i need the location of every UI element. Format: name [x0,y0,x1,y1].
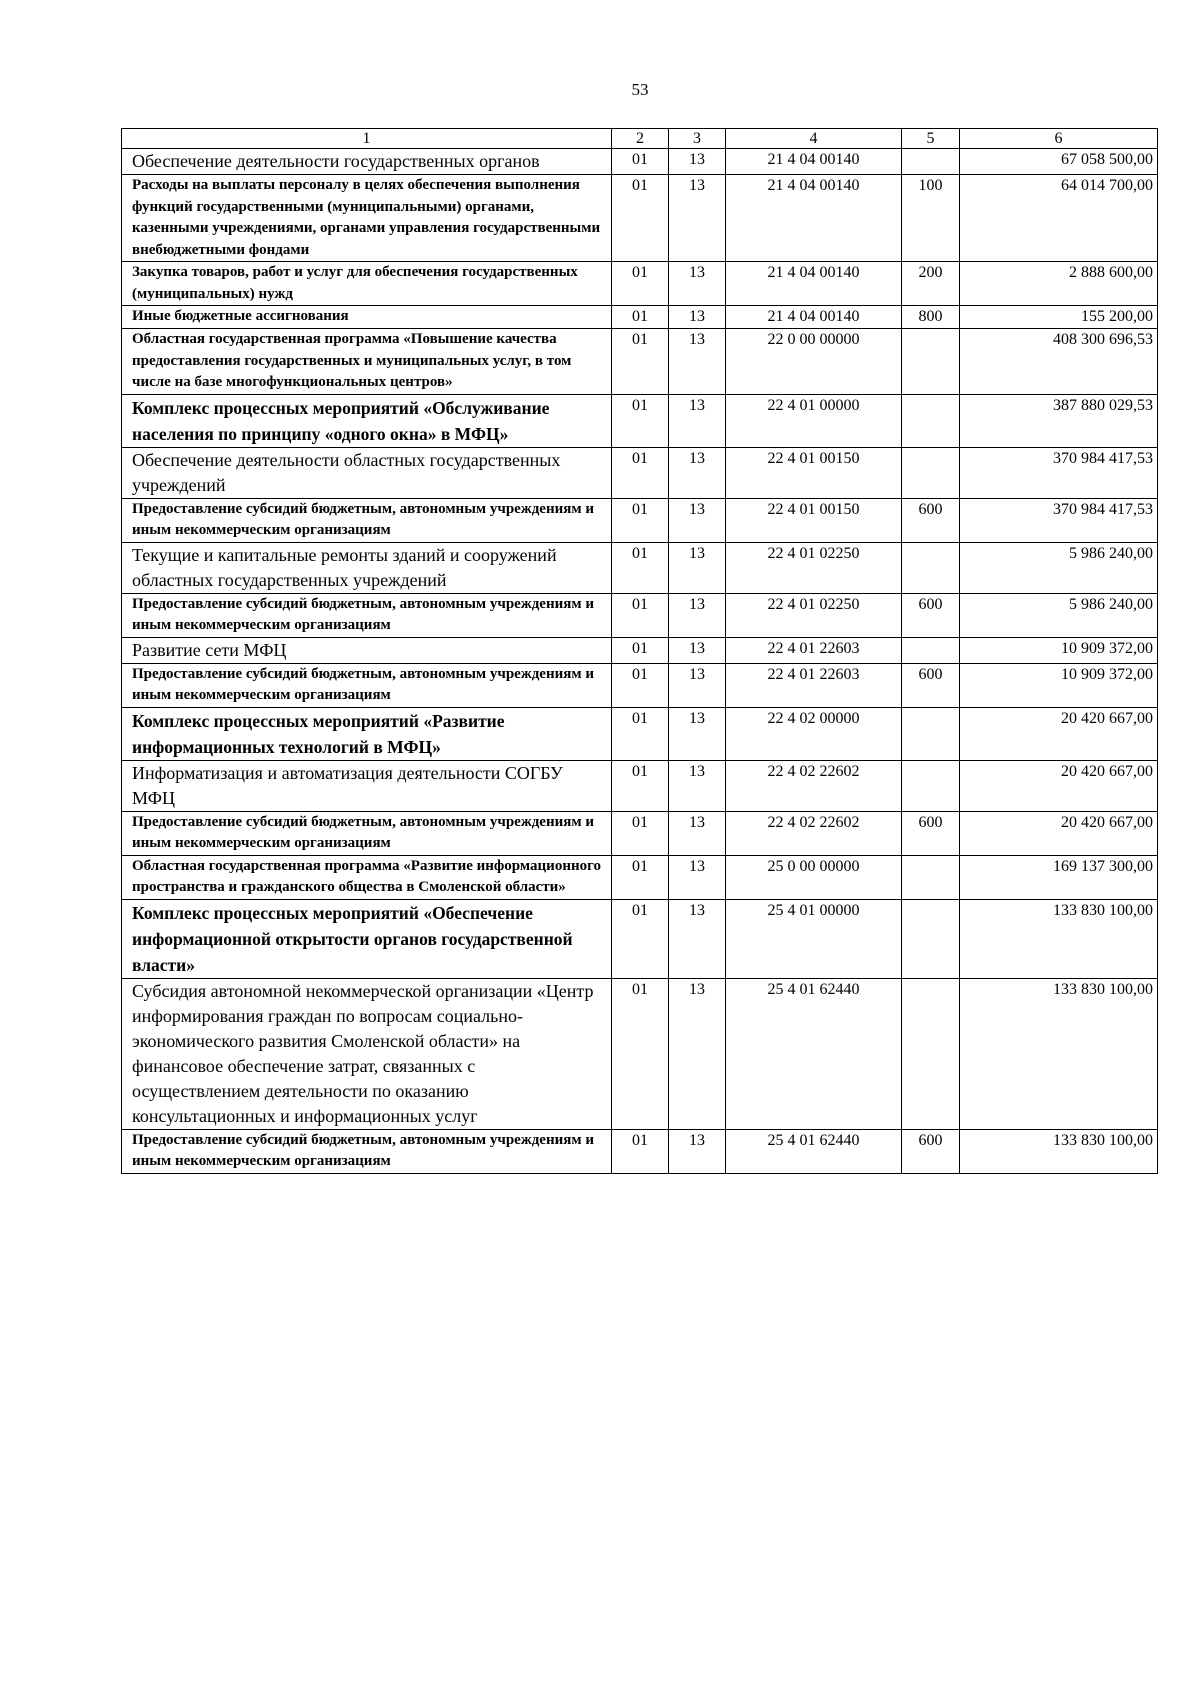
target-article-code-cell: 25 4 01 62440 [726,1129,902,1173]
expense-type-code-cell: 100 [902,175,960,262]
table-row [122,542,1158,593]
target-article-code-cell: 21 4 04 00140 [726,306,902,329]
amount-cell: 133 830 100,00 [960,1129,1158,1173]
amount-cell: 20 420 667,00 [960,707,1158,760]
table-row [122,306,1158,329]
target-article-code-cell: 22 4 01 02250 [726,542,902,593]
amount-cell: 5 986 240,00 [960,542,1158,593]
page-number: 53 [631,80,649,99]
row-name-cell: Предоставление субсидий бюджетным, автономным учреждениям и иным некоммерческим организациям [122,498,612,542]
amount-cell: 5 986 240,00 [960,593,1158,637]
row-name-cell: Расходы на выплаты персоналу в целях обеспечения выполнения функций государственными (муниципальными) органами, казенными учреждениями, органами управления государственными внебюджетными фондами [122,175,612,262]
amount-cell: 408 300 696,53 [960,329,1158,395]
header-row [122,129,1158,149]
expense-type-code-cell [902,855,960,899]
target-article-code-cell: 22 0 00 00000 [726,329,902,395]
subsection-code-cell: 13 [669,811,726,855]
row-name-cell: Информатизация и автоматизация деятельности СОГБУ МФЦ [122,760,612,811]
subsection-code-cell: 13 [669,1129,726,1173]
row-name-cell: Предоставление субсидий бюджетным, автономным учреждениям и иным некоммерческим организациям [122,811,612,855]
section-code-cell: 01 [612,663,669,707]
table-row [122,760,1158,811]
amount-cell: 133 830 100,00 [960,978,1158,1129]
table-row [122,899,1158,978]
target-article-code-cell: 22 4 01 22603 [726,637,902,663]
amount-cell: 64 014 700,00 [960,175,1158,262]
subsection-code-cell: 13 [669,663,726,707]
expense-type-code-cell [902,329,960,395]
amount-cell: 370 984 417,53 [960,498,1158,542]
header-cell-1: 1 [122,129,612,149]
section-code-cell: 01 [612,262,669,306]
row-name-cell: Развитие сети МФЦ [122,637,612,663]
target-article-code-cell: 22 4 01 02250 [726,593,902,637]
row-name-cell: Обеспечение деятельности областных государственных учреждений [122,447,612,498]
expense-type-code-cell [902,149,960,175]
row-name-cell: Субсидия автономной некоммерческой организации «Центр информирования граждан по вопросам социально-экономического развития Смоленской области» на финансовое обеспечение затрат, связанных с осуществлением деятельности по оказанию консультационных и информационных услуг [122,978,612,1129]
expense-type-code-cell [902,637,960,663]
table-row [122,978,1158,1129]
expense-type-code-cell: 600 [902,498,960,542]
table-row [122,1129,1158,1173]
subsection-code-cell: 13 [669,306,726,329]
table-row [122,262,1158,306]
section-code-cell: 01 [612,498,669,542]
subsection-code-cell: 13 [669,899,726,978]
section-code-cell: 01 [612,593,669,637]
row-name-cell: Закупка товаров, работ и услуг для обеспечения государственных (муниципальных) нужд [122,262,612,306]
section-code-cell: 01 [612,855,669,899]
target-article-code-cell: 22 4 01 00000 [726,394,902,447]
amount-cell: 387 880 029,53 [960,394,1158,447]
row-name-cell: Предоставление субсидий бюджетным, автономным учреждениям и иным некоммерческим организациям [122,593,612,637]
row-name-cell: Комплекс процессных мероприятий «Обеспечение информационной открытости органов государственной власти» [122,899,612,978]
expense-type-code-cell [902,707,960,760]
row-name-cell: Текущие и капитальные ремонты зданий и сооружений областных государственных учреждений [122,542,612,593]
table-row [122,637,1158,663]
subsection-code-cell: 13 [669,329,726,395]
target-article-code-cell: 25 4 01 62440 [726,978,902,1129]
table-row [122,329,1158,395]
subsection-code-cell: 13 [669,707,726,760]
expense-type-code-cell [902,760,960,811]
section-code-cell: 01 [612,637,669,663]
subsection-code-cell: 13 [669,262,726,306]
amount-cell: 20 420 667,00 [960,811,1158,855]
target-article-code-cell: 22 4 02 22602 [726,760,902,811]
row-name-cell: Комплекс процессных мероприятий «Развитие информационных технологий в МФЦ» [122,707,612,760]
expense-type-code-cell [902,899,960,978]
target-article-code-cell: 21 4 04 00140 [726,262,902,306]
row-name-cell: Обеспечение деятельности государственных органов [122,149,612,175]
section-code-cell: 01 [612,707,669,760]
target-article-code-cell: 21 4 04 00140 [726,175,902,262]
expense-type-code-cell [902,542,960,593]
expense-type-code-cell: 600 [902,593,960,637]
section-code-cell: 01 [612,978,669,1129]
row-name-cell: Комплекс процессных мероприятий «Обслуживание населения по принципу «одного окна» в МФЦ» [122,394,612,447]
target-article-code-cell: 21 4 04 00140 [726,149,902,175]
table-row [122,447,1158,498]
amount-cell: 169 137 300,00 [960,855,1158,899]
row-name-cell: Предоставление субсидий бюджетным, автономным учреждениям и иным некоммерческим организациям [122,1129,612,1173]
header-cell-4: 4 [726,129,902,149]
table-row [122,498,1158,542]
subsection-code-cell: 13 [669,855,726,899]
table-row [122,175,1158,262]
subsection-code-cell: 13 [669,542,726,593]
target-article-code-cell: 22 4 02 22602 [726,811,902,855]
table-row [122,707,1158,760]
section-code-cell: 01 [612,899,669,978]
header-cell-3: 3 [669,129,726,149]
subsection-code-cell: 13 [669,394,726,447]
expense-type-code-cell: 600 [902,811,960,855]
target-article-code-cell: 25 0 00 00000 [726,855,902,899]
row-name-cell: Областная государственная программа «Развитие информационного пространства и гражданского общества в Смоленской области» [122,855,612,899]
section-code-cell: 01 [612,306,669,329]
subsection-code-cell: 13 [669,447,726,498]
budget-table [121,128,1158,1174]
section-code-cell: 01 [612,329,669,395]
expense-type-code-cell [902,978,960,1129]
section-code-cell: 01 [612,1129,669,1173]
subsection-code-cell: 13 [669,978,726,1129]
target-article-code-cell: 22 4 01 00150 [726,447,902,498]
target-article-code-cell: 22 4 01 00150 [726,498,902,542]
subsection-code-cell: 13 [669,149,726,175]
header-cell-5: 5 [902,129,960,149]
table-row [122,855,1158,899]
table-row [122,394,1158,447]
target-article-code-cell: 25 4 01 00000 [726,899,902,978]
amount-cell: 20 420 667,00 [960,760,1158,811]
expense-type-code-cell: 800 [902,306,960,329]
amount-cell: 67 058 500,00 [960,149,1158,175]
section-code-cell: 01 [612,175,669,262]
header-cell-2: 2 [612,129,669,149]
subsection-code-cell: 13 [669,498,726,542]
section-code-cell: 01 [612,149,669,175]
row-name-cell: Областная государственная программа «Повышение качества предоставления государственных и муниципальных услуг, в том числе на базе многофункциональных центров» [122,329,612,395]
section-code-cell: 01 [612,394,669,447]
expense-type-code-cell [902,447,960,498]
amount-cell: 2 888 600,00 [960,262,1158,306]
amount-cell: 10 909 372,00 [960,637,1158,663]
target-article-code-cell: 22 4 02 00000 [726,707,902,760]
amount-cell: 155 200,00 [960,306,1158,329]
amount-cell: 370 984 417,53 [960,447,1158,498]
section-code-cell: 01 [612,447,669,498]
subsection-code-cell: 13 [669,760,726,811]
expense-type-code-cell: 600 [902,1129,960,1173]
expense-type-code-cell: 200 [902,262,960,306]
table-row [122,593,1158,637]
section-code-cell: 01 [612,811,669,855]
header-cell-6: 6 [960,129,1158,149]
table-row [122,149,1158,175]
expense-type-code-cell: 600 [902,663,960,707]
section-code-cell: 01 [612,760,669,811]
row-name-cell: Иные бюджетные ассигнования [122,306,612,329]
expense-type-code-cell [902,394,960,447]
subsection-code-cell: 13 [669,637,726,663]
amount-cell: 133 830 100,00 [960,899,1158,978]
section-code-cell: 01 [612,542,669,593]
amount-cell: 10 909 372,00 [960,663,1158,707]
row-name-cell: Предоставление субсидий бюджетным, автономным учреждениям и иным некоммерческим организациям [122,663,612,707]
table-row [122,663,1158,707]
subsection-code-cell: 13 [669,593,726,637]
table-row [122,811,1158,855]
target-article-code-cell: 22 4 01 22603 [726,663,902,707]
subsection-code-cell: 13 [669,175,726,262]
